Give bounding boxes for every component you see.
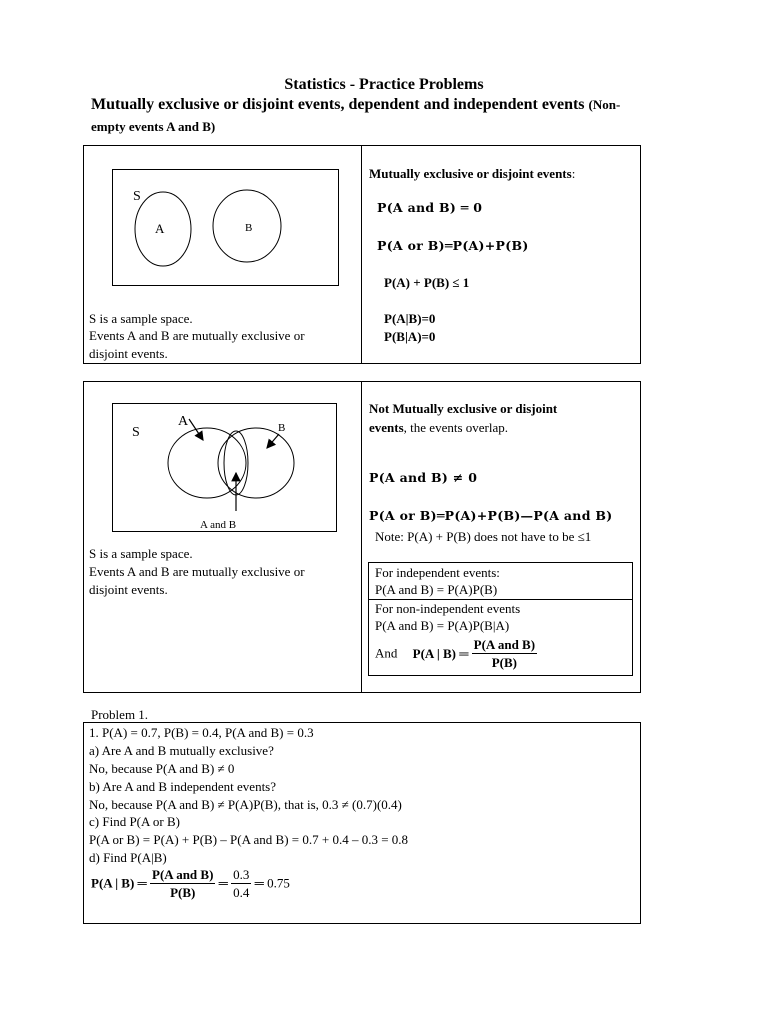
circle-a [168,428,246,498]
formula-lhs: P(A | B) ═ [412,645,469,661]
box1-heading-bold: Mutually exclusive or disjoint events [369,166,572,181]
formula-numerator: P(A and B) [473,637,536,652]
box2-caption-3: disjoint events. [89,582,168,597]
box2-heading-rest: , the events overlap. [403,420,508,435]
box1-heading [369,165,575,183]
label-a: A [178,414,189,429]
box1-divider [361,145,362,364]
final-numerator: P(A and B) [152,867,214,882]
label-s: S [132,425,140,440]
box2-formula-and: P(A and B) ≠ 0 [369,470,478,485]
box2-divider [361,381,362,693]
problem1-line: c) Find P(A or B) [89,814,180,829]
final-fraction [150,866,215,901]
problem1-line: No, because P(A and B) ≠ 0 [89,761,235,776]
non-independent-line1: For non-independent events [375,601,521,616]
circle-b [218,428,294,498]
subtitle-line2: empty events A and B) [91,119,216,134]
box1-caption-1: S is a sample space. [89,311,193,326]
formula-fraction [472,636,537,671]
box2-caption-1: S is a sample space. [89,546,193,561]
final-equals-1: ═ [218,875,228,891]
box1-formula-or: P(A or B)═P(A)+P(B) [377,238,529,253]
box1-caption-3: disjoint events. [89,346,168,361]
independent-line2: P(A and B) = P(A)P(B) [375,582,498,597]
subtitle-small: (Non- [588,97,621,112]
label-b: B [278,422,286,434]
non-independent-line2: P(A and B) = P(A)P(B|A) [375,618,510,633]
label-s: S [133,189,141,204]
final-value-numerator: 0.3 [233,867,250,882]
page-title: Statistics - Practice Problems [284,76,484,93]
problem1-line: P(A or B) = P(A) + P(B) – P(A and B) = 0.7 + 0.4 – 0.3 = 0.8 [89,832,409,847]
problem1-line: No, because P(A and B) ≠ P(A)P(B), that is, 0.3 ≠ (0.7)(0.4) [89,797,402,812]
final-denominator: P(B) [170,885,196,900]
final-result: 0.75 [267,875,290,891]
box1-formula-and: P(A and B) ═ 0 [377,200,483,215]
independent-line1: For independent events: [375,565,500,580]
box2-heading-line1: Not Mutually exclusive or disjoint [369,401,558,416]
box2-heading-line2 [369,419,508,437]
problem1-line: a) Are A and B mutually exclusive? [89,743,274,758]
box2-note: Note: P(A) + P(B) does not have to be ≤1 [375,529,592,544]
label-b: B [245,222,253,234]
problem1-line: b) Are A and B independent events? [89,779,277,794]
box2-formula-or: P(A or B)═P(A)+P(B)—P(A and B) [369,508,613,523]
problem1-label: Problem 1. [91,707,149,722]
box1-caption-2: Events A and B are mutually exclusive or [89,328,305,343]
final-value-fraction [231,866,251,901]
arrow-a [189,419,203,440]
subtitle-bold: Mutually exclusive or disjoint events, dependent and independent events [91,96,585,113]
problem1-line: 1. P(A) = 0.7, P(B) = 0.4, P(A and B) = 0.3 [89,725,314,740]
and-label: And [375,645,398,661]
sample-space-rect [113,170,339,286]
label-a: A [155,221,165,236]
problem1-final-formula [91,866,290,901]
formula-denominator: P(B) [491,655,517,670]
page-subtitle [91,96,620,114]
box2-caption-2: Events A and B are mutually exclusive or [89,564,305,579]
final-lhs: P(A | B) ═ [91,875,147,891]
conditional-probability-formula [375,636,537,671]
problem1-line: d) Find P(A|B) [89,850,167,865]
final-equals-2: ═ [254,875,264,891]
box1-heading-colon: : [571,166,576,181]
arrow-b [267,434,279,448]
venn-diagram-overlap [112,403,342,538]
venn-diagram-disjoint [112,169,340,287]
box1-formula-sum: P(A) + P(B) ≤ 1 [384,275,470,290]
final-value-denominator: 0.4 [233,885,250,900]
box2-heading-events: events [369,420,404,435]
box1-formula-ba: P(B|A)=0 [384,329,436,344]
label-a-and-b: A and B [200,519,237,531]
box1-formula-ab: P(A|B)=0 [384,311,436,326]
